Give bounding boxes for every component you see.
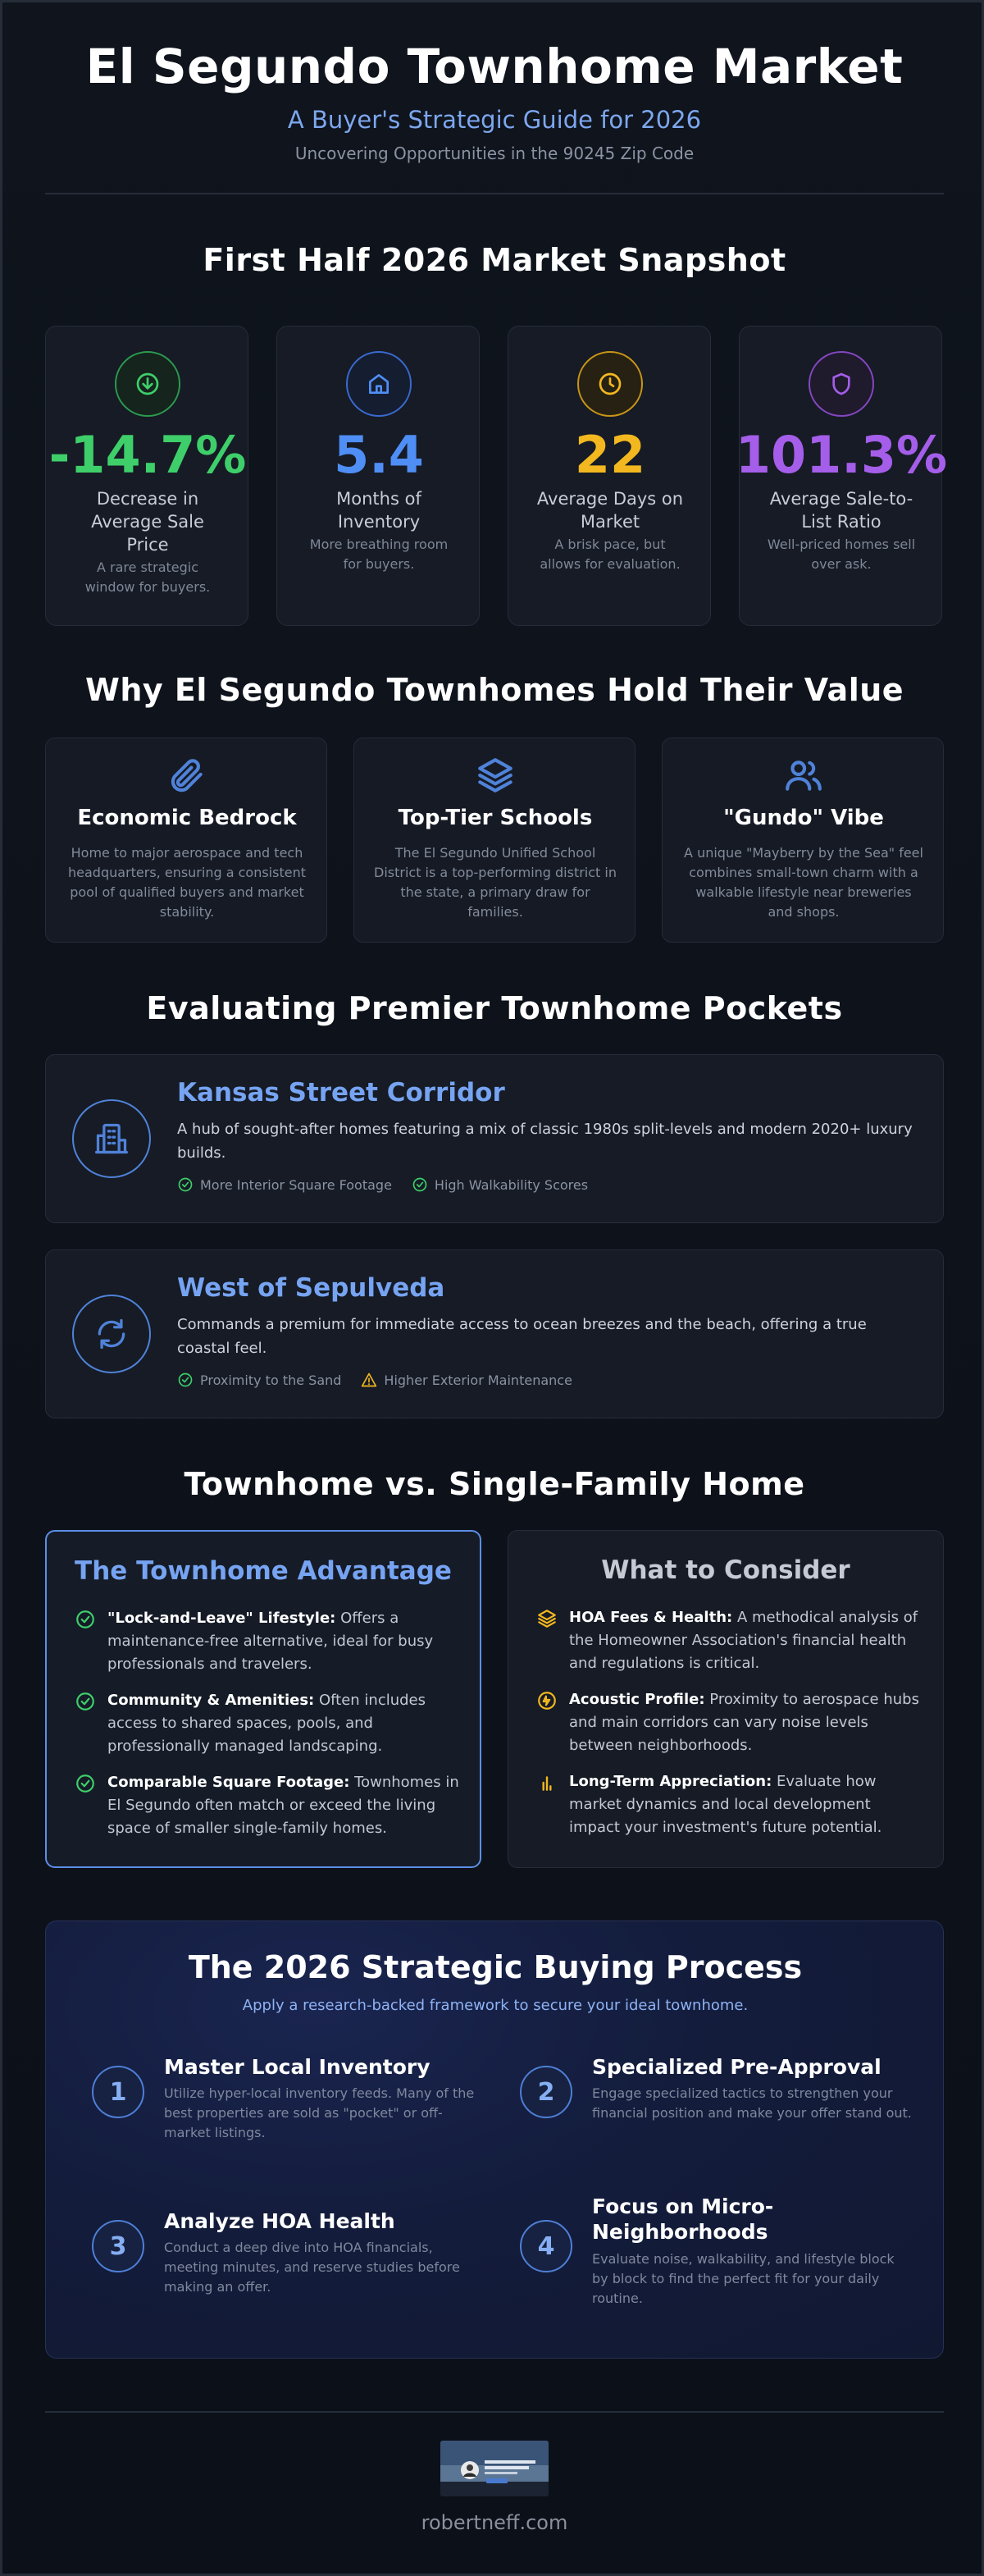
process-step-4 [520, 2194, 905, 2325]
check-circle-icon [177, 1176, 194, 1193]
refresh-icon [72, 1295, 151, 1373]
pocket-desc: Commands a premium for immediate access to ocean breezes and the beach, offering a true coastal feel. [177, 1316, 867, 1357]
arrow-down-icon [115, 351, 180, 417]
page-title: El Segundo Townhome Market [85, 39, 904, 94]
stat-value: -14.7% [48, 425, 247, 485]
step-desc: Engage specialized tactics to strengthen your financial position and make your offer stand out. [592, 2085, 912, 2121]
advantage-card [45, 1530, 481, 1868]
sound-icon [536, 1690, 558, 1711]
step-title: Analyze HOA Health [164, 2209, 395, 2233]
pocket-tag-label: High Walkability Scores [434, 1176, 589, 1193]
shield-icon [809, 351, 874, 417]
warning-icon [361, 1372, 377, 1388]
value-card-title: "Gundo" Vibe [723, 806, 884, 830]
stat-card-inventory [276, 326, 480, 626]
clock-icon [577, 351, 643, 417]
stat-card-ratio [735, 326, 948, 626]
paperclip-icon [166, 755, 207, 796]
pocket-tag-label: Higher Exterior Maintenance [384, 1372, 572, 1388]
check-circle-icon [75, 1773, 96, 1794]
process-step-3 [92, 2208, 477, 2323]
advantage-text: Community & Amenities: Often includes access to shared spaces, pools, and professionally managed landscaping. [107, 1692, 426, 1755]
step-desc: Utilize hyper-local inventory feeds. Many of the best properties are sold as "pocket" or off-market listings. [164, 2085, 475, 2140]
pocket-tags [177, 1176, 588, 1193]
stat-value: 101.3% [735, 425, 948, 485]
pocket-tags [177, 1372, 572, 1388]
pocket-card-sepulveda [45, 1249, 944, 1418]
consider-text: HOA Fees & Health: A methodical analysis of the Homeowner Association's financial health and regulations is critical. [569, 1609, 918, 1672]
process-step-2 [520, 2054, 912, 2169]
pocket-tag [177, 1176, 392, 1193]
stat-label: Average Sale-to-List Ratio [769, 489, 913, 532]
home-icon [346, 351, 412, 417]
pocket-card-kansas [45, 1054, 944, 1223]
compare-title: Townhome vs. Single-Family Home [184, 1466, 805, 1502]
advantage-text: Comparable Square Footage: Townhomes in El Segundo often match or exceed the living space of smaller single-family homes. [107, 1774, 459, 1837]
header-divider [45, 193, 944, 194]
pocket-tag [177, 1372, 341, 1388]
step-number: 1 [92, 2066, 144, 2118]
layers-icon [536, 1608, 558, 1629]
advantage-title: The Townhome Advantage [75, 1556, 452, 1586]
consider-text: Acoustic Profile: Proximity to aerospace hubs and main corridors can vary noise levels between neighborhoods. [569, 1691, 919, 1754]
stat-value: 5.4 [334, 425, 424, 485]
stat-note: Well-priced homes sell over ask. [767, 537, 916, 572]
value-card-vibe [662, 738, 944, 943]
pocket-title: West of Sepulveda [177, 1273, 445, 1303]
consider-text: Long-Term Appreciation: Evaluate how market dynamics and local development impact your investment's future potential. [569, 1773, 882, 1836]
stat-note: More breathing room for buyers. [309, 537, 449, 572]
consider-card [508, 1530, 944, 1868]
check-circle-icon [412, 1176, 428, 1193]
stat-card-price [45, 326, 248, 626]
stat-card-days [508, 326, 711, 626]
brand-logo [440, 2441, 549, 2496]
stat-note: A brisk pace, but allows for evaluation. [540, 537, 681, 572]
step-number: 3 [92, 2220, 144, 2272]
advantage-item [75, 1607, 460, 1676]
pocket-tag-label: Proximity to the Sand [200, 1372, 342, 1388]
value-title: Why El Segundo Townhomes Hold Their Value [84, 672, 904, 708]
pocket-desc: A hub of sought-after homes featuring a mix of classic 1980s split-levels and modern 2020+ luxury builds. [177, 1121, 913, 1162]
process-subtitle: Apply a research-backed framework to secure your ideal townhome. [242, 1997, 749, 2014]
step-desc: Conduct a deep dive into HOA financials, meeting minutes, and reserve studies before making an offer. [164, 2240, 460, 2295]
bar-chart-icon [536, 1772, 558, 1793]
step-title: Focus on Micro-Neighborhoods [592, 2195, 774, 2244]
value-card-title: Economic Bedrock [77, 806, 297, 830]
step-title: Specialized Pre-Approval [592, 2055, 882, 2079]
value-card-economic [45, 738, 327, 943]
pocket-tag [361, 1372, 572, 1388]
users-icon [783, 755, 824, 796]
stat-label: Months of Inventory [336, 489, 421, 532]
pocket-tag [412, 1176, 588, 1193]
value-card-desc: The El Segundo Unified School District is a top-performing district in the state, a primary draw for families. [374, 845, 617, 920]
stat-value: 22 [574, 425, 646, 485]
logo-image [440, 2441, 549, 2496]
snapshot-title: First Half 2026 Market Snapshot [203, 242, 786, 278]
step-number: 2 [520, 2066, 572, 2118]
check-circle-icon [177, 1372, 194, 1388]
advantage-item [75, 1689, 460, 1758]
step-title: Master Local Inventory [164, 2055, 430, 2079]
process-step-1 [92, 2054, 477, 2169]
pocket-title: Kansas Street Corridor [177, 1078, 505, 1108]
footer-website-link[interactable]: robertneff.com [421, 2511, 568, 2534]
pockets-title: Evaluating Premier Townhome Pockets [146, 990, 843, 1026]
step-number: 4 [520, 2220, 572, 2272]
value-card-desc: Home to major aerospace and tech headquarters, ensuring a consistent pool of qualified buyers and market stability. [68, 845, 306, 920]
layers-icon [475, 755, 516, 796]
stat-note: A rare strategic window for buyers. [84, 560, 211, 595]
advantage-item [75, 1771, 460, 1840]
check-circle-icon [75, 1609, 96, 1630]
pocket-tag-label: More Interior Square Footage [200, 1176, 392, 1193]
consider-item [536, 1688, 922, 1757]
building-icon [72, 1099, 151, 1178]
advantage-text: "Lock-and-Leave" Lifestyle: Offers a maintenance-free alternative, ideal for busy professionals and travelers. [107, 1610, 434, 1673]
footer-divider [45, 2411, 944, 2413]
step-desc: Evaluate noise, walkability, and lifestyle block by block to find the perfect fit for your daily routine. [592, 2251, 895, 2306]
process-panel [45, 1921, 944, 2359]
consider-item [536, 1770, 922, 1839]
consider-title: What to Consider [601, 1555, 850, 1585]
stat-label: Average Days on Market [536, 489, 684, 532]
stat-label: Decrease in Average Sale Price [91, 489, 204, 555]
value-card-title: Top-Tier Schools [398, 806, 593, 830]
consider-item [536, 1606, 922, 1675]
page-tagline: Uncovering Opportunities in the 90245 Zip Code [294, 144, 695, 163]
value-card-schools [353, 738, 636, 943]
process-title: The 2026 Strategic Buying Process [188, 1949, 803, 1985]
page-subtitle: A Buyer's Strategic Guide for 2026 [287, 106, 702, 134]
check-circle-icon [75, 1691, 96, 1712]
value-card-desc: A unique "Mayberry by the Sea" feel combines small-town charm with a walkable lifestyle near breweries and shops. [684, 845, 923, 920]
